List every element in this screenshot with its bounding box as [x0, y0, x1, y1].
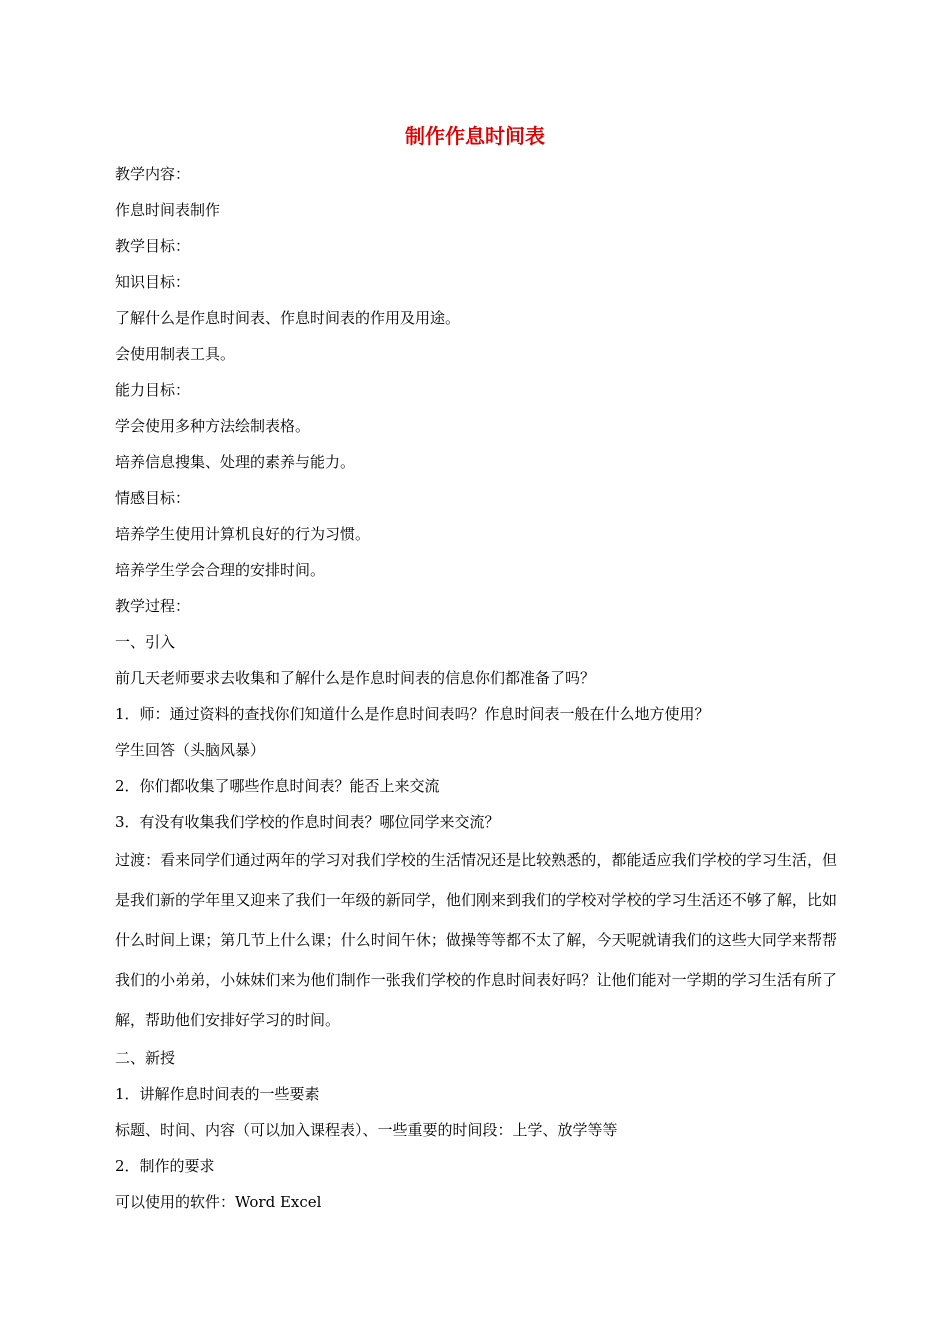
text-line: 了解什么是作息时间表、作息时间表的作用及用途。	[115, 309, 461, 327]
text-line: 培养学生使用计算机良好的行为习惯。	[115, 525, 371, 543]
text-line: 教学目标：	[115, 237, 191, 255]
document-body	[115, 156, 837, 1220]
text-line: 学生回答（头脑风暴）	[115, 741, 266, 759]
text-line: 能力目标：	[115, 381, 191, 399]
text-line: 一、引入	[115, 633, 176, 651]
text-line: 二、新授	[115, 1049, 176, 1067]
text-line: 学会使用多种方法绘制表格。	[115, 417, 311, 435]
text-line: 2．你们都收集了哪些作息时间表？能否上来交流	[115, 777, 440, 795]
text-line: 标题、时间、内容（可以加入课程表）、一些重要的时间段：上学、放学等等	[115, 1121, 618, 1139]
text-line: 2．制作的要求	[115, 1157, 215, 1175]
document-title: 制作作息时间表	[405, 124, 545, 148]
text-line: 可以使用的软件：Word Excel	[115, 1193, 322, 1211]
text-line: 知识目标：	[115, 273, 191, 291]
text-line: 3．有没有收集我们学校的作息时间表？哪位同学来交流？	[115, 813, 500, 831]
text-line: 培养学生学会合理的安排时间。	[115, 561, 326, 579]
text-line: 教学过程：	[115, 597, 191, 615]
text-line: 作息时间表制作	[115, 201, 221, 219]
text-line: 会使用制表工具。	[115, 345, 236, 363]
transition-paragraph: 过渡：看来同学们通过两年的学习对我们学校的生活情况还是比较熟悉的，都能适应我们学校的学习生活，但是我们新的学年里又迎来了我们一年级的新同学，他们刚来到我们的学校对学校的学习生活还不够了解，比如什么时间上课；第几节上什么课；什么时间午休；做操等等都不太了解，今天呢就请我们的这些大同学来帮帮我们的小弟弟，小妹妹们来为他们制作一张我们学校的作息时间表好吗？让他们能对一学期的学习生活有所了解，帮助他们安排好学习的时间。	[115, 851, 837, 1029]
text-line: 培养信息搜集、处理的素养与能力。	[115, 453, 356, 471]
text-line: 教学内容：	[115, 165, 191, 183]
text-line: 1．师：通过资料的查找你们知道什么是作息时间表吗？作息时间表一般在什么地方使用？	[115, 705, 710, 723]
text-line: 情感目标：	[115, 489, 191, 507]
text-line: 前几天老师要求去收集和了解什么是作息时间表的信息你们都准备了吗？	[115, 669, 596, 687]
text-line: 1．讲解作息时间表的一些要素	[115, 1085, 320, 1103]
